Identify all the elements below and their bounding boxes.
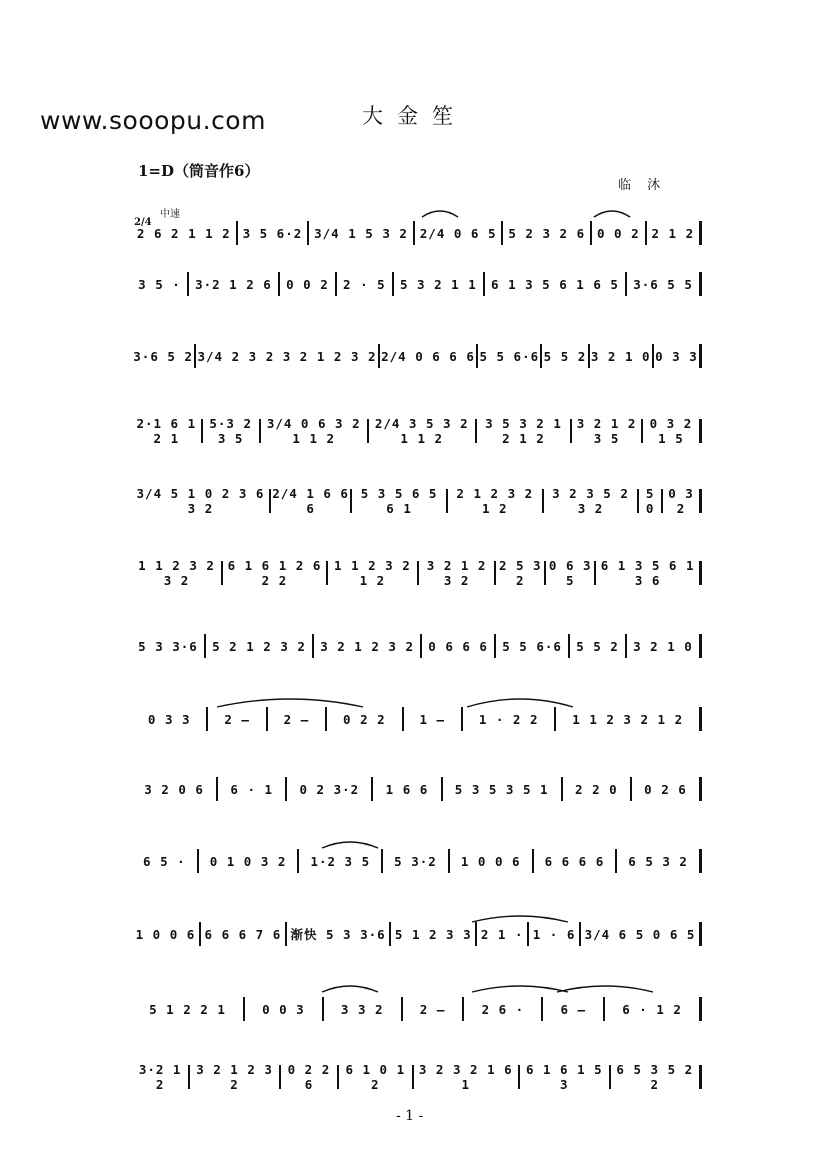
measure: 0 3 3 <box>655 348 698 364</box>
measure: 2·1 6 1 2 1 <box>136 416 197 446</box>
barline <box>699 561 702 585</box>
score-line <box>132 418 702 444</box>
barline <box>699 777 702 801</box>
measure: 0 2 3·2 <box>299 781 360 797</box>
measure: 3 2 1 0 <box>633 638 693 654</box>
watermark-url: www.sooopu.com <box>40 106 266 135</box>
measure: 1 · 6 <box>532 926 576 942</box>
measure: 2 — <box>224 711 250 727</box>
measure: 6 — <box>560 1001 587 1017</box>
measure: 3/4 1 5 3 2 <box>314 225 408 241</box>
measure: 6 · 1 2 <box>622 1001 682 1017</box>
measure: 3 2 1 2 3 2 <box>320 638 414 654</box>
measure: 6 1 3 5 6 1 3 6 <box>600 558 695 588</box>
measure: 3 2 1 2 3 2 <box>426 558 487 588</box>
measure: 1·2 3 5 <box>310 853 371 869</box>
measure: 3 5 · <box>138 276 181 292</box>
measure: 0 6 3 5 <box>548 558 592 588</box>
measure: 5 5 6·6 <box>502 638 562 654</box>
barline <box>699 419 702 443</box>
measure: 6 1 6 1 5 3 <box>525 1062 603 1092</box>
measure: 5 3 5 3 5 1 <box>454 781 549 797</box>
barline <box>699 221 702 245</box>
measure: 5 3 5 6 5 6 1 <box>360 486 438 516</box>
measure: 5 2 3 2 6 <box>508 225 586 241</box>
measure: 1 · 2 2 <box>478 711 539 727</box>
measure: 5·3 2 3 5 <box>209 416 252 446</box>
score-line <box>132 633 702 659</box>
measure: 6 5 · <box>143 853 186 869</box>
barline <box>699 489 702 513</box>
measure: 1 0 0 6 <box>135 926 196 942</box>
measure: 3 2 0 6 <box>144 781 204 797</box>
measure: 2/4 1 6 6 6 <box>272 486 349 516</box>
measure: 2/4 0 6 5 <box>419 225 497 241</box>
measure: 6 1 3 5 6 1 6 5 <box>491 276 619 292</box>
score-line <box>132 343 702 369</box>
measure: 3·6 5 5 <box>633 276 693 292</box>
time-signature: 2/4 <box>134 217 152 228</box>
measure: 5 3·2 <box>394 853 437 869</box>
measure: 3 2 3 5 2 3 2 <box>552 486 629 516</box>
measure: 3·2 1 2 6 <box>195 276 272 292</box>
barline <box>699 849 702 873</box>
slur-arc <box>470 910 570 924</box>
measure: 6 1 0 1 2 <box>345 1062 406 1092</box>
measure: 0 0 3 <box>262 1001 305 1017</box>
slur-arc <box>320 836 380 850</box>
measure: 2 — <box>419 1001 446 1017</box>
measure: 2/4 0 6 6 6 <box>381 348 475 364</box>
measure: 6 5 3 5 2 2 <box>616 1062 694 1092</box>
measure: 0 0 2 <box>596 225 640 241</box>
measure: 6 · 1 <box>230 781 274 797</box>
slur-arc <box>592 205 632 219</box>
measure: 5 0 <box>645 486 655 516</box>
measure: 3 2 3 2 1 6 1 <box>418 1062 513 1092</box>
score-line <box>132 1064 702 1090</box>
measure: 1 — <box>419 711 446 727</box>
measure: 3/4 6 5 0 6 5 <box>584 926 696 942</box>
score-line <box>132 560 702 586</box>
barline <box>699 344 702 368</box>
measure: 2 6 2 1 1 2 <box>136 225 231 241</box>
measure: 2 1 · <box>480 926 524 942</box>
score-line <box>132 271 702 297</box>
measure: 5 5 2 <box>576 638 619 654</box>
measure: 0 6 6 6 <box>428 638 488 654</box>
measure: 0 3 2 <box>668 486 694 516</box>
score-line <box>132 921 702 947</box>
measure: 1 1 2 3 2 3 2 <box>138 558 215 588</box>
measure: 5 3 3·6 <box>138 638 198 654</box>
barline <box>699 634 702 658</box>
measure: 5 1 2 3 3 <box>394 926 472 942</box>
key-signature: 1=D（筒音作6） <box>138 162 260 180</box>
barline <box>699 272 702 296</box>
measure: 5 1 2 2 1 <box>149 1001 226 1017</box>
measure: 3 3 2 <box>340 1001 384 1017</box>
score-line <box>132 706 702 732</box>
measure: 0 2 2 <box>343 711 386 727</box>
slur-arc <box>215 693 365 709</box>
score-line <box>132 776 702 802</box>
score-line <box>132 488 702 514</box>
measure: 0 2 6 <box>644 781 687 797</box>
composer-or-style: 临 沐 <box>618 178 667 193</box>
page-number: - 1 - <box>396 1108 424 1124</box>
measure: 1 1 2 3 2 1 2 <box>334 558 411 588</box>
measure: 0 3 3 <box>147 711 191 727</box>
slur-arc <box>420 205 460 219</box>
measure: 2 1 2 3 2 1 2 <box>456 486 534 516</box>
measure: 2 — <box>283 711 310 727</box>
measure: 2/4 3 5 3 2 1 1 2 <box>374 416 469 446</box>
measure: 1 0 0 6 <box>460 853 521 869</box>
measure: 2 6 · <box>481 1001 525 1017</box>
measure: 3·6 5 2 <box>133 348 193 364</box>
measure: 2 2 0 <box>575 781 618 797</box>
score-line <box>132 996 702 1022</box>
measure: 1 1 2 3 2 1 2 <box>572 711 684 727</box>
measure: 6 1 6 1 2 6 2 2 <box>227 558 322 588</box>
measure: 6 5 3 2 <box>628 853 688 869</box>
measure: 3 5 6·2 <box>242 225 303 241</box>
barline <box>699 707 702 731</box>
barline <box>699 922 702 946</box>
slur-arc <box>465 693 575 709</box>
measure: 5 5 6·6 <box>479 348 540 364</box>
measure: 3 2 1 2 3 5 <box>576 416 637 446</box>
score-title: 大金笙 <box>362 104 467 128</box>
measure: 5 5 2 <box>543 348 587 364</box>
barline <box>699 1065 702 1089</box>
measure: 渐快 5 3 3·6 <box>290 927 386 942</box>
measure: 2 5 3 2 <box>498 558 542 588</box>
measure: 3 5 3 2 1 2 1 2 <box>485 416 562 446</box>
measure: 5 3 2 1 1 <box>399 276 477 292</box>
measure: 3/4 2 3 2 3 2 1 2 3 2 <box>197 348 377 364</box>
measure: 3·2 1 2 <box>138 1062 182 1092</box>
measure: 3/4 0 6 3 2 1 1 2 <box>266 416 361 446</box>
measure: 6 6 6 7 6 <box>204 926 282 942</box>
measure: 0 0 2 <box>286 276 329 292</box>
slur-arc <box>555 980 655 994</box>
measure: 1 6 6 <box>385 781 429 797</box>
barline <box>699 997 702 1021</box>
score-line <box>132 217 702 246</box>
measure: 2 1 2 <box>651 225 695 241</box>
measure: 3/4 5 1 0 2 3 6 3 2 <box>136 486 265 516</box>
tempo-marking: 中速 <box>160 209 180 220</box>
slur-arc <box>320 980 380 994</box>
measure: 5 2 1 2 3 2 <box>212 638 306 654</box>
measure: 3 2 1 2 3 2 <box>196 1062 273 1092</box>
measure: 6 6 6 6 <box>544 853 605 869</box>
measure: 0 3 2 1 5 <box>649 416 693 446</box>
measure: 0 2 2 6 <box>287 1062 331 1092</box>
measure: 0 1 0 3 2 <box>209 853 287 869</box>
measure: 2 · 5 <box>343 276 386 292</box>
score-line <box>132 848 702 874</box>
measure: 3 2 1 0 <box>590 348 651 364</box>
